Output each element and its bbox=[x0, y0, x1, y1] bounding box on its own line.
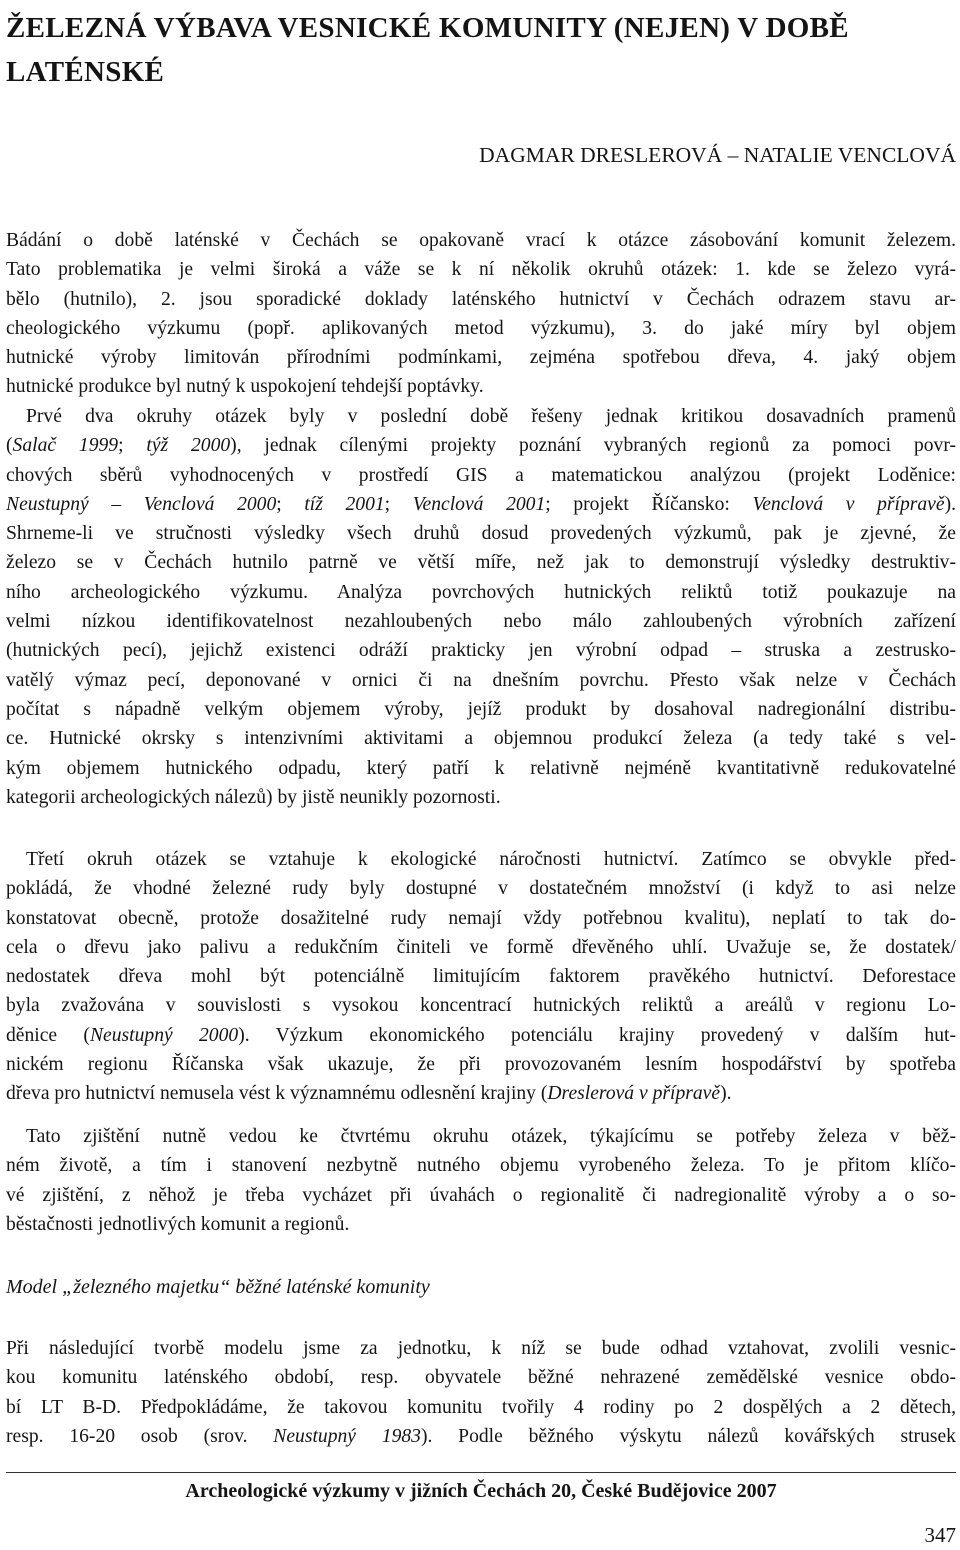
intro-paragraph bbox=[6, 226, 956, 402]
text-line: hutnické výroby limitován přírodními podmínkami, zejména spotřebou dřeva, 4. jaký objem bbox=[6, 347, 956, 369]
text-line: běstačnosti jednotlivých komunit a regionů. bbox=[6, 1213, 350, 1235]
citation: Neustupný 2000 bbox=[89, 1024, 239, 1046]
text-line: velmi nízkou identifikovatelnost nezahloubených nebo málo zahloubených výrobních zařízení bbox=[6, 611, 956, 633]
paragraph-sources bbox=[6, 402, 956, 812]
text-line: (hutnických pecí), jejichž existenci odráží prakticky jen výrobní odpad – struska a zestrusko- bbox=[6, 640, 956, 662]
text-line: konstatovat obecně, protože dosažitelné rudy nemají vždy potřebnou kvalitu), neplatí to tak do- bbox=[6, 907, 956, 929]
text-line: kým objemem hutnického odpadu, který patří k relativně nejméně kvantitativně redukovatelné bbox=[6, 757, 956, 779]
text-line: počítat s nápadně velkým objemem výroby, jejíž produkt by dosahoval nadregionální distribu- bbox=[6, 698, 956, 720]
text-line: vatělý výmaz pecí, deponované v ornici či na dnešním povrchu. Přesto však nelze v Čechách bbox=[6, 669, 956, 691]
text-line: Tato problematika je velmi široká a váže se k ní několik okruhů otázek: 1. kde se železo vyrá- bbox=[6, 259, 956, 281]
text-line: děnice (Neustupný 2000). Výzkum ekonomického potenciálu krajiny provedený v dalším hut- bbox=[6, 1024, 956, 1046]
text-line: dřeva pro hutnictví nemusela vést k významnému odlesnění krajiny (Dreslerová v přípravě). bbox=[6, 1083, 732, 1105]
text-line: Prvé dva okruhy otázek byly v poslední době řešeny jednak kritikou dosavadních pramenů bbox=[26, 406, 956, 427]
text-line: železo se v Čechách hutnilo patrně ve větší míře, než jak to demonstrují výsledky destruktiv- bbox=[6, 552, 956, 574]
paragraph-iron-need bbox=[6, 1122, 956, 1239]
text-line: Při následující tvorbě modelu jsme za jednotku, k níž se bude odhad vztahovat, zvolili vesnic- bbox=[6, 1338, 956, 1359]
citation: Salač 1999 bbox=[12, 435, 119, 457]
text-line: byla zvažována v souvislosti s vysokou koncentrací hutnických reliktů a areálů v regionu Lo- bbox=[6, 995, 956, 1017]
section-heading: Model „železného majetku“ běžné laténské komunity bbox=[6, 1276, 430, 1298]
text-line: Neustupný – Venclová 2000; tíž 2001; Venclová 2001; projekt Říčansko: Venclová v přípravě). bbox=[6, 493, 957, 515]
paragraph-model bbox=[6, 1334, 956, 1451]
article-authors: DAGMAR DRESLEROVÁ – NATALIE VENCLOVÁ bbox=[479, 143, 956, 167]
text-line: ce. Hutnické okrsky s intenzivními aktivitami a objemnou produkcí železa (a tedy také s vel- bbox=[6, 728, 956, 750]
text-line: (Salač 1999; týž 2000), jednak cílenými projekty poznání vybraných regionů za pomoci povr- bbox=[6, 435, 956, 457]
text-line: Shrneme-li ve stručnosti výsledky všech druhů dosud provedených výzkumů, pak je zjevné, že bbox=[6, 523, 956, 545]
article-title: ŽELEZNÁ VÝBAVA VESNICKÉ KOMUNITY (NEJEN) V DOBĚ LATÉNSKÉ bbox=[6, 12, 849, 88]
text-line: bělo (hutnilo), 2. jsou sporadické doklady laténského hutnictví v Čechách odrazem stavu ar- bbox=[6, 288, 956, 310]
citation: Neustupný – Venclová 2000 bbox=[6, 493, 277, 515]
footer-rule bbox=[6, 1472, 956, 1473]
paper-page bbox=[6, 0, 956, 1550]
text-line: Bádání o době laténské v Čechách se opakovaně vrací k otázce zásobování komunit železem. bbox=[6, 230, 956, 251]
text-line: vé zjištění, z něhož je třeba vycházet při úvahách o regionalitě či nadregionalitě výroby a o so- bbox=[6, 1184, 956, 1206]
citation: Venclová 2001 bbox=[412, 493, 546, 515]
text-line: chových sběrů vyhodnocených v prostředí GIS a matematickou analýzou (projekt Loděnice: bbox=[6, 464, 956, 486]
journal-footer: Archeologické výzkumy v jižních Čechách 20, České Budějovice 2007 bbox=[185, 1480, 777, 1502]
text-line: Tato zjištění nutně vedou ke čtvrtému okruhu otázek, týkajícímu se potřeby železa v běž- bbox=[26, 1126, 956, 1147]
citation: Neustupný 1983 bbox=[273, 1425, 421, 1447]
citation: Venclová v přípravě bbox=[752, 493, 945, 515]
text-line: ném životě, a tím i stanovení nezbytně nutného objemu vyrobeného železa. To je přitom klíčo- bbox=[6, 1155, 956, 1177]
text-line: Třetí okruh otázek se vztahuje k ekologické náročnosti hutnictví. Zatímco se obvykle před- bbox=[26, 849, 956, 870]
text-line: kou komunitu laténského období, resp. obyvatele běžné nehrazené zemědělské vesnice obdo- bbox=[6, 1367, 956, 1389]
citation: týž 2000 bbox=[146, 435, 231, 457]
text-line: bí LT B-D. Předpokládáme, že takovou komunitu tvořily 4 rodiny po 2 dospělých a 2 dětech, bbox=[6, 1396, 956, 1418]
text-line: pokládá, že vhodné železné rudy byly dostupné v dostatečném množství (i když to asi nelze bbox=[6, 878, 956, 900]
page-number: 347 bbox=[924, 1523, 956, 1547]
text-line: ního archeologického výzkumu. Analýza povrchových hutnických reliktů totiž poukazuje na bbox=[6, 581, 956, 603]
paragraph-ecology bbox=[6, 845, 956, 1109]
citation: Dreslerová v přípravě bbox=[547, 1083, 721, 1105]
text-line: nickém regionu Říčanska však ukazuje, že při provozovaném lesním hospodářství by spotřeba bbox=[6, 1054, 956, 1076]
text-line: cela o dřevu jako palivu a redukčním činiteli ve formě dřevěného uhlí. Uvažuje se, že dostatek/ bbox=[6, 936, 956, 958]
text-line: hutnické produkce byl nutný k uspokojení tehdejší poptávky. bbox=[6, 376, 484, 398]
text-line: kategorii archeologických nálezů) by jistě neunikly pozornosti. bbox=[6, 786, 501, 808]
text-line: nedostatek dřeva mohl být potenciálně limitujícím faktorem pravěkého hutnictví. Deforestace bbox=[6, 966, 956, 988]
citation: tíž 2001 bbox=[304, 493, 385, 515]
text-line: cheologického výzkumu (popř. aplikovaných metod výzkumu), 3. do jaké míry byl objem bbox=[6, 317, 956, 339]
text-line: resp. 16-20 osob (srov. Neustupný 1983). Podle běžného výskytu nálezů kovářských strusek bbox=[6, 1425, 956, 1447]
